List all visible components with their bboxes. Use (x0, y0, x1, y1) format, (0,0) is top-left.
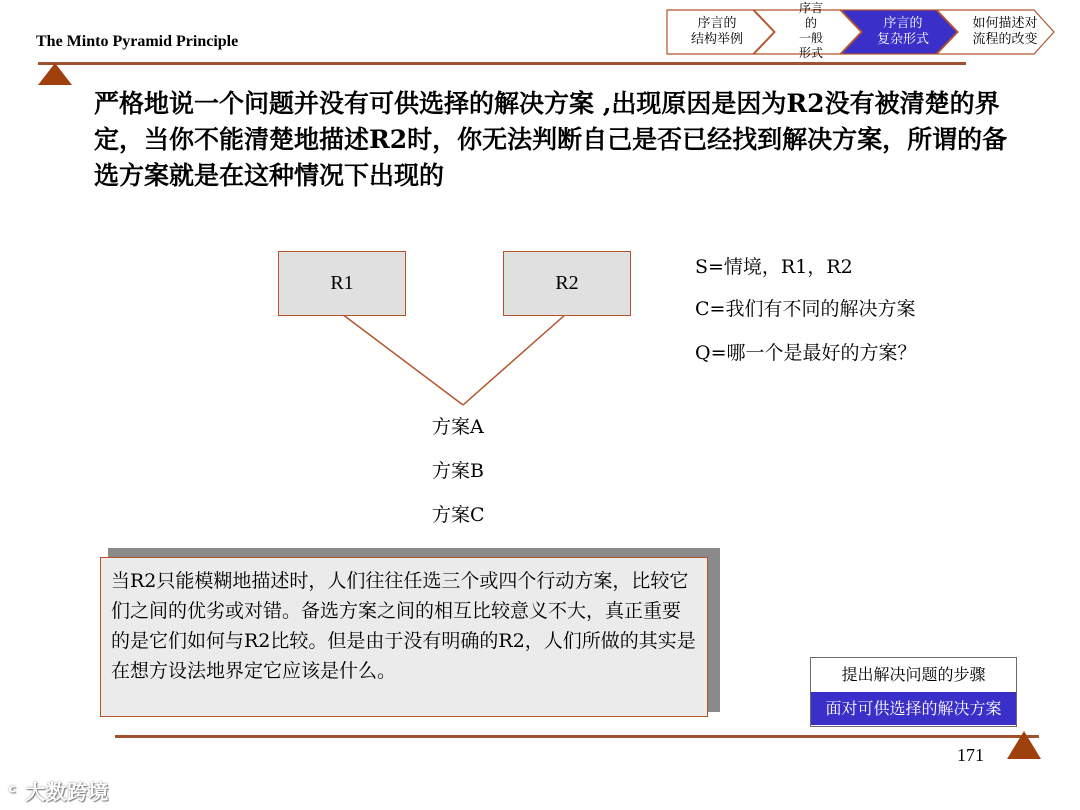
footer-divider (115, 735, 1039, 738)
r2-box: R2 (503, 251, 631, 316)
nav-step-2-line3: 一般 (798, 31, 823, 45)
option-c: 方案C (432, 504, 485, 526)
nav-step-2-line2: 的 (804, 16, 817, 30)
note-box: 当R2只能模糊地描述时，人们往往任选三个或四个行动方案，比较它们之间的优劣或对错。备选方案之间的相互比较意义不大，真正重要的是它们如何与R2比较。但是由于没有明确的R2，人们所做的其实是在想方设法地界定它应该是什么。 (100, 557, 708, 717)
situation-text: S=情境，R1，R2 (695, 256, 853, 278)
brand-title: The Minto Pyramid Principle (36, 33, 239, 50)
steps-panel (810, 657, 1017, 727)
nav-step-4-line1: 如何描述对 (972, 15, 1038, 30)
r1-box: R1 (278, 251, 406, 316)
page-headline: 严格地说一个问题并没有可供选择的解决方案 ,出现原因是因为R2没有被清楚的界定，当你不能清楚地描述R2时，你无法判断自己是否已经找到解决方案，所谓的备选方案就是在这种情况下出现的 (94, 89, 1008, 190)
nav-step-1-line2: 结构举例 (690, 31, 743, 46)
nav-step-4-line2: 流程的改变 (972, 31, 1038, 46)
nav-step-2-line4: 形式 (798, 46, 823, 60)
complication-text: C=我们有不同的解决方案 (695, 298, 916, 320)
option-a: 方案A (432, 416, 484, 438)
steps-panel-title[interactable]: 提出解决问题的步骤 (811, 658, 1016, 692)
nav-step-3-line2: 复杂形式 (876, 31, 929, 46)
watermark (8, 776, 109, 805)
page-number: 171 (957, 745, 984, 765)
option-b: 方案B (432, 460, 484, 482)
watermark-text: 大数跨境 (25, 780, 110, 804)
connector-r1 (342, 314, 463, 405)
steps-panel-active-item[interactable]: 面对可供选择的解决方案 (811, 692, 1016, 725)
nav-step-2-line1: 序言 (798, 1, 823, 15)
pyramid-marker-bottom (1007, 731, 1041, 759)
nav-step-3-line1: 序言的 (883, 15, 923, 30)
question-text: Q=哪一个是最好的方案？ (695, 342, 917, 364)
connector-r2 (463, 314, 566, 405)
watermark-logo-icon: ᶜ (8, 780, 18, 804)
nav-step-1-line1: 序言的 (697, 15, 737, 30)
